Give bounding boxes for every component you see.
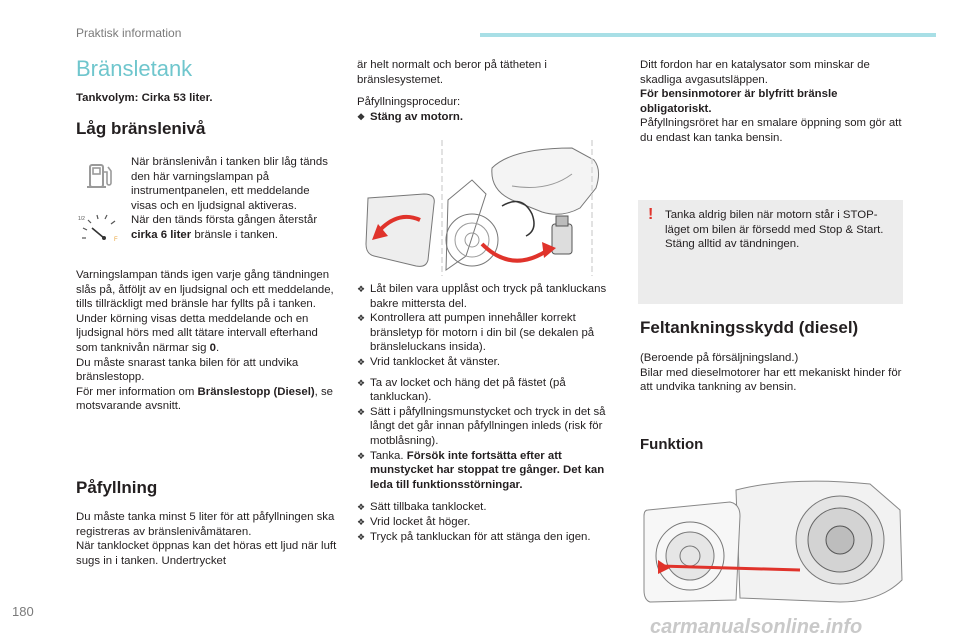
low-level-zero: 0 xyxy=(209,341,216,354)
low-level-heading: Låg bränslenivå xyxy=(76,119,206,138)
catalyst-block xyxy=(640,58,902,146)
step-7: ❖ Sätt tillbaka tanklocket. xyxy=(357,500,619,515)
low-level-para-d: För mer information om xyxy=(76,385,198,398)
step-8: ❖ Vrid locket åt höger. xyxy=(357,515,619,530)
refuel-heading: Påfyllning xyxy=(76,478,158,497)
gauge-full-label: F xyxy=(114,237,118,242)
step-5: ❖ Sätt i påfyllningsmunstycket och tryck in det så långt det går innan påfyllningen inleds (risk för motblåsning). xyxy=(357,405,619,449)
low-level-para-c: Du måste snarast tanka bilen för att undvika bränslestopp. xyxy=(76,356,299,384)
section-header: Praktisk information xyxy=(76,26,182,40)
fuel-flap-illustration xyxy=(362,140,622,278)
watermark: carmanualsonline.info xyxy=(650,616,863,638)
refuel-text-1: Du måste tanka minst 5 liter för att påfyllningen ska registreras av bränslenivåmätaren. xyxy=(76,511,335,538)
low-level-text-1: När bränslenivån i tanken blir låg tänds den här varningslampan på instrumentpanelen, ett meddelande visas och en ljudsignal aktiveras. xyxy=(131,156,328,212)
step-3: ❖ Vrid tanklocket åt vänster. xyxy=(357,355,619,370)
low-level-para-a: Varningslampan tänds igen varje gång tändningen slås på, åtföljt av en ljudsignal och ett meddelande, tills tillräckligt med bränsle har fyllts på i tanken. Under körning visas detta meddelande och en ljudsignal hörs med allt tätare intervall efterhand som tanknivån närmar sig xyxy=(76,269,334,354)
misfuel-p2: Bilar med dieselmotorer har ett mekaniskt hinder för att undvika tankning av bensin. xyxy=(640,366,902,394)
unleaded-text: För bensinmotorer är blyfritt bränsle obligatoriskt. xyxy=(640,88,838,115)
low-level-text-2a: När den tänds första gången återstår xyxy=(131,214,318,227)
pipe-text: Påfyllningsröret har en smalare öppning som gör att du endast kan tanka bensin. xyxy=(640,117,902,144)
step-9: ❖ Tryck på tankluckan för att stänga den igen. xyxy=(357,530,619,545)
function-heading: Funktion xyxy=(640,436,704,453)
misfuel-device-illustration xyxy=(640,470,905,610)
gauge-half-label: 1/2 xyxy=(78,216,85,222)
step-1: ❖ Låt bilen vara upplåst och tryck på tankluckans bakre mittersta del. xyxy=(357,282,619,311)
step-6-a: Tanka. xyxy=(370,449,407,462)
low-level-text-2c: bränsle i tanken. xyxy=(191,228,278,241)
low-level-liters: cirka 6 liter xyxy=(131,228,192,241)
misfuel-p1: (Beroende på försäljningsland.) xyxy=(640,352,799,364)
fuel-gauge-icon xyxy=(78,208,122,242)
steps-list xyxy=(357,282,619,544)
low-level-para-e: , se motsvarande avsnitt. xyxy=(76,385,334,413)
step-engine-off: ❖ Stäng av motorn. xyxy=(357,110,617,125)
procedure-block xyxy=(357,95,617,124)
step-4: ❖ Ta av locket och häng det på fästet (på tankluckan). xyxy=(357,376,619,405)
low-level-para-b: . xyxy=(215,341,220,354)
page-number: 180 xyxy=(12,604,34,619)
refuel-intro: är helt normalt och beror på tätheten i bränslesystemet. xyxy=(357,59,547,86)
page-title: Bränsletank xyxy=(76,56,193,81)
warning-icon: ! xyxy=(648,206,654,223)
misfuel-heading: Feltankningsskydd (diesel) xyxy=(640,318,859,337)
fuel-pump-icon xyxy=(84,160,116,192)
procedure-label: Påfyllningsprocedur: xyxy=(357,96,461,108)
low-level-paragraph xyxy=(76,268,342,414)
warning-text: Tanka aldrig bilen när motorn står i STOP-läget om bilen är försedd med Stop & Start. Stäng alltid av tändningen. xyxy=(665,209,884,251)
fuel-stop-link: Bränslestopp (Diesel) xyxy=(197,385,315,398)
header-bar xyxy=(480,33,936,37)
catalyst-text: Ditt fordon har en katalysator som minskar de skadliga avgasutsläppen. xyxy=(640,59,870,86)
misfuel-paragraph xyxy=(640,351,902,395)
step-2: ❖ Kontrollera att pumpen innehåller korrekt bränsletyp för motorn i din bil (se dekalen på bränsleluckans insida). xyxy=(357,311,619,355)
step-6 xyxy=(357,449,619,493)
refuel-paragraph xyxy=(76,510,342,568)
tank-capacity: Tankvolym: Cirka 53 liter. xyxy=(76,92,213,104)
step-6-warning: Försök inte fortsätta efter att munstycket har stoppat tre gånger. Det kan leda till funktionsstörningar. xyxy=(370,449,605,491)
refuel-text-2: När tanklocket öppnas kan det höras ett ljud när luft sugs in i tanken. Undertrycket xyxy=(76,540,337,567)
low-level-icon-text xyxy=(131,155,331,243)
